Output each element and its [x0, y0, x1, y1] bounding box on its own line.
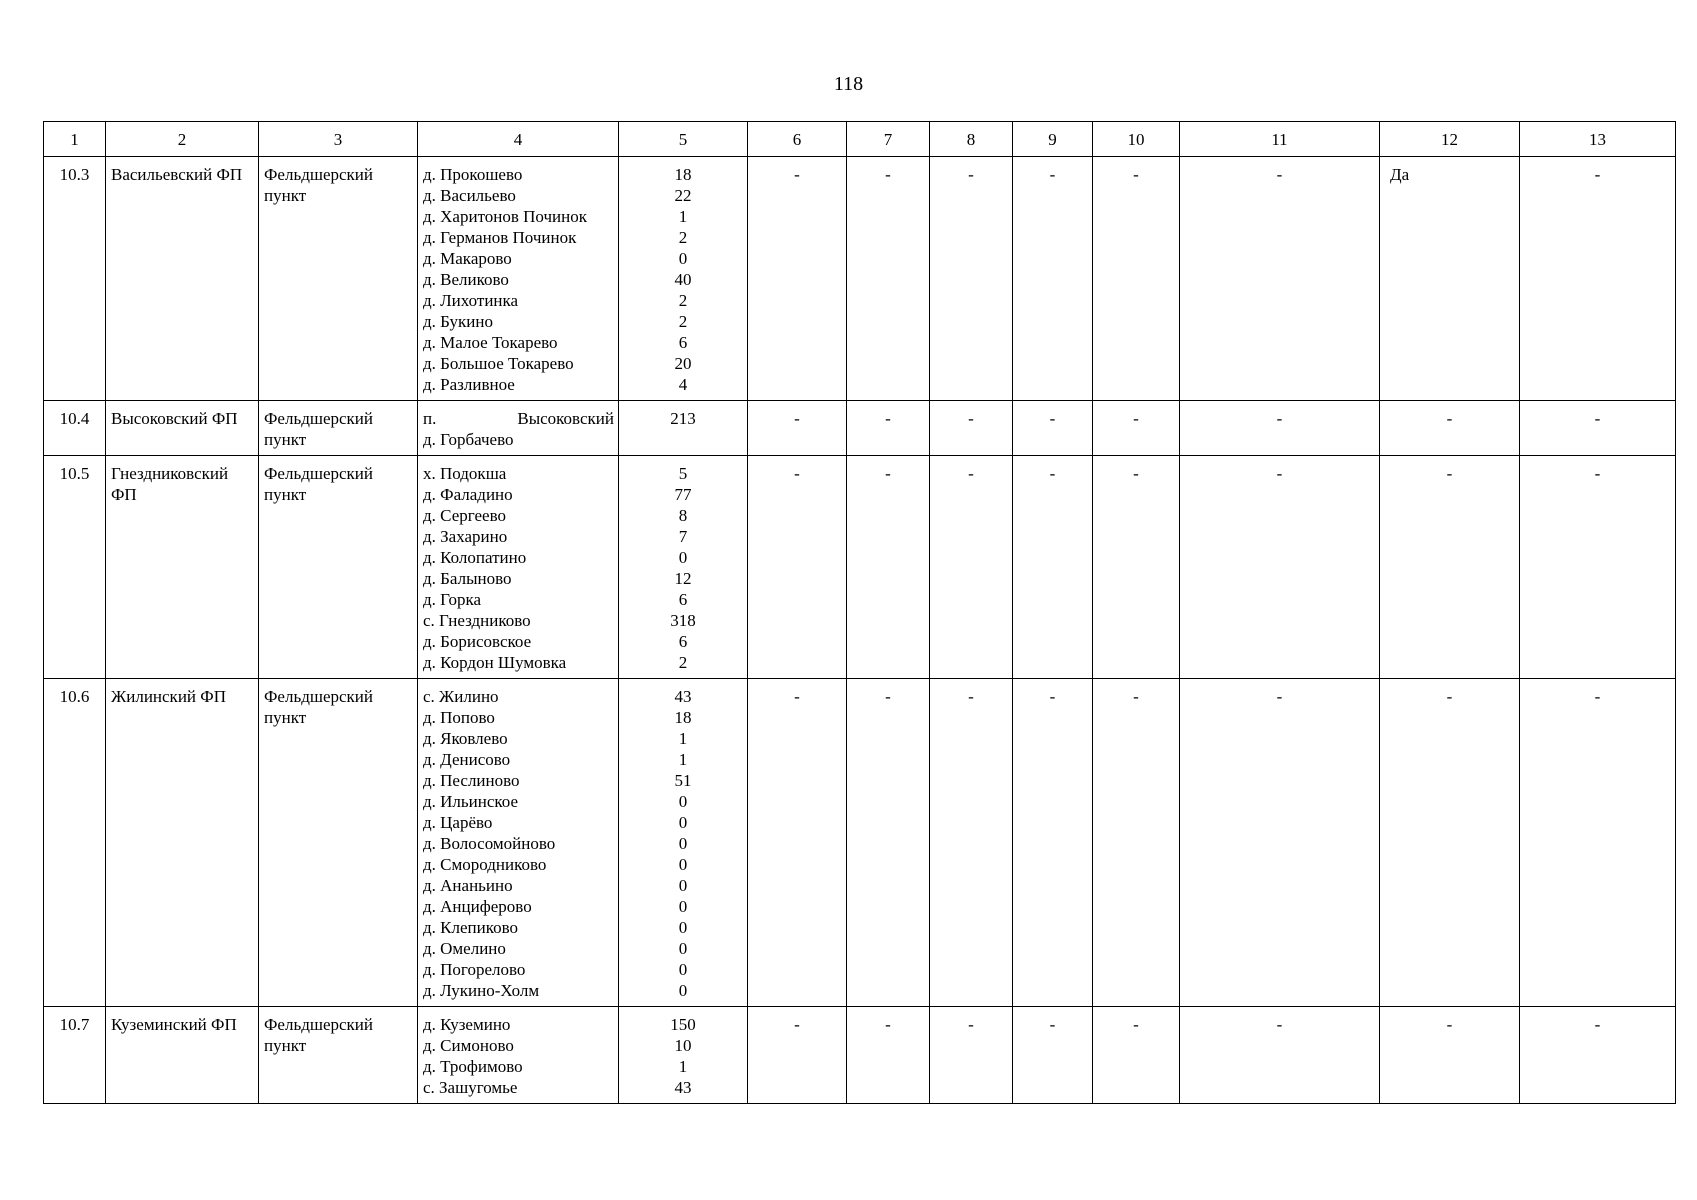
facility-type: Фельдшерский пункт [259, 679, 418, 1007]
facilities-table [43, 121, 1676, 1104]
settlement: д. Анциферово [423, 897, 532, 916]
settlement: д. Прокошево [423, 165, 523, 184]
cell-col13: - [1520, 679, 1676, 1007]
cell-col6: - [748, 1007, 847, 1104]
settlement: д. Яковлево [423, 729, 508, 748]
cell-col11: - [1180, 401, 1380, 456]
population-value: 12 [674, 569, 692, 588]
cell-col8: - [930, 157, 1013, 401]
cell-col9: - [1013, 1007, 1093, 1104]
cell-col11: - [1180, 456, 1380, 679]
column-header: 12 [1380, 122, 1520, 157]
cell-col11: - [1180, 1007, 1380, 1104]
settlement: д. Васильево [423, 186, 516, 205]
table-row [44, 157, 1676, 401]
settlement: д. Ильинское [423, 792, 519, 811]
cell-col8: - [930, 401, 1013, 456]
facility-name: Высоковский ФП [106, 401, 259, 456]
population-value: 0 [678, 855, 688, 874]
population-value: 6 [678, 632, 688, 651]
population-value: 51 [674, 771, 692, 790]
settlement: д. Фаладино [423, 485, 513, 504]
settlement: д. Ананьино [423, 876, 513, 895]
column-header: 5 [619, 122, 748, 157]
population-cell [619, 679, 748, 1007]
cell-col9: - [1013, 456, 1093, 679]
row-number: 10.3 [44, 157, 106, 401]
population-value: 1 [678, 1057, 688, 1076]
population-value: 1 [678, 750, 688, 769]
cell-col12: - [1380, 456, 1520, 679]
cell-col9: - [1013, 679, 1093, 1007]
header-row [44, 122, 1676, 157]
population-value: 0 [678, 813, 688, 832]
cell-col9: - [1013, 157, 1093, 401]
settlement: с. Жилино [423, 687, 499, 706]
column-header: 4 [418, 122, 619, 157]
population-value: 0 [678, 249, 688, 268]
population-value: 0 [678, 548, 688, 567]
settlement: д. Смородниково [423, 855, 547, 874]
settlement: д. Большое Токарево [423, 354, 574, 373]
cell-col12: - [1380, 401, 1520, 456]
settlement: д. Куземино [423, 1015, 511, 1034]
population-value: 77 [674, 485, 692, 504]
population-value: 6 [678, 590, 688, 609]
cell-col10: - [1093, 401, 1180, 456]
settlement: д. Лукино-Холм [423, 981, 540, 1000]
facility-name: Гнездниковский ФП [106, 456, 259, 679]
settlement: х. Подокша [423, 464, 507, 483]
cell-col6: - [748, 679, 847, 1007]
settlement [423, 408, 614, 429]
facility-type: Фельдшерский пункт [259, 401, 418, 456]
page-number: 118 [833, 73, 864, 95]
population-cell [619, 1007, 748, 1104]
population-value: 18 [674, 708, 692, 727]
column-header: 6 [748, 122, 847, 157]
settlement: с. Гнездниково [423, 611, 531, 630]
column-header: 8 [930, 122, 1013, 157]
column-header: 13 [1520, 122, 1676, 157]
cell-col7: - [847, 1007, 930, 1104]
population-value: 0 [678, 939, 688, 958]
row-number: 10.6 [44, 679, 106, 1007]
facility-type: Фельдшерский пункт [259, 157, 418, 401]
settlement: д. Великово [423, 270, 509, 289]
settlement: д. Макарово [423, 249, 512, 268]
row-number: 10.7 [44, 1007, 106, 1104]
settlement: д. Царёво [423, 813, 493, 832]
cell-col12: Да [1380, 157, 1520, 401]
population-value: 5 [678, 464, 688, 483]
column-header: 7 [847, 122, 930, 157]
cell-col8: - [930, 456, 1013, 679]
settlement-word: Высоковский [517, 409, 614, 428]
settlement: д. Горка [423, 590, 482, 609]
cell-col10: - [1093, 1007, 1180, 1104]
settlement: д. Захарино [423, 527, 508, 546]
settlement: д. Волосомойново [423, 834, 556, 853]
cell-col7: - [847, 401, 930, 456]
population-value: 2 [678, 653, 688, 672]
settlement: д. Германов Починок [423, 228, 577, 247]
population-value: 10 [674, 1036, 692, 1055]
facility-name: Васильевский ФП [106, 157, 259, 401]
settlement: д. Лихотинка [423, 291, 519, 310]
population-value: 213 [670, 409, 696, 428]
settlement: д. Погорелово [423, 960, 526, 979]
settlement: д. Горбачево [423, 430, 514, 449]
cell-col11: - [1180, 157, 1380, 401]
settlement: д. Сергеево [423, 506, 506, 525]
cell-col13: - [1520, 1007, 1676, 1104]
population-value: 18 [674, 165, 692, 184]
row-number: 10.4 [44, 401, 106, 456]
settlement: д. Омелино [423, 939, 506, 958]
column-header: 9 [1013, 122, 1093, 157]
population-value: 0 [678, 792, 688, 811]
column-header: 1 [44, 122, 106, 157]
population-value: 4 [678, 375, 688, 394]
cell-col11: - [1180, 679, 1380, 1007]
cell-col7: - [847, 456, 930, 679]
settlement: д. Симоново [423, 1036, 514, 1055]
settlement: д. Попово [423, 708, 495, 727]
settlements-cell [418, 456, 619, 679]
population-value: 7 [678, 527, 688, 546]
population-value: 20 [674, 354, 692, 373]
facility-name: Жилинский ФП [106, 679, 259, 1007]
cell-col12: - [1380, 1007, 1520, 1104]
facility-type: Фельдшерский пункт [259, 456, 418, 679]
table-row [44, 401, 1676, 456]
population-value: 8 [678, 506, 688, 525]
settlement: д. Разливное [423, 375, 515, 394]
facility-name: Куземинский ФП [106, 1007, 259, 1104]
facility-type: Фельдшерский пункт [259, 1007, 418, 1104]
cell-col9: - [1013, 401, 1093, 456]
population-value: 6 [678, 333, 688, 352]
settlement: д. Клепиково [423, 918, 519, 937]
cell-col6: - [748, 401, 847, 456]
settlement: д. Кордон Шумовка [423, 653, 567, 672]
population-value: 1 [678, 207, 688, 226]
settlement: д. Балыново [423, 569, 512, 588]
population-value: 2 [678, 228, 688, 247]
cell-col13: - [1520, 456, 1676, 679]
population-cell [619, 157, 748, 401]
population-value: 0 [678, 918, 688, 937]
settlement: д. Харитонов Починок [423, 207, 587, 226]
settlement: д. Малое Токарево [423, 333, 558, 352]
population-value: 40 [674, 270, 692, 289]
table-row [44, 456, 1676, 679]
population-value: 2 [678, 312, 688, 331]
cell-col10: - [1093, 679, 1180, 1007]
population-value: 1 [678, 729, 688, 748]
cell-col6: - [748, 456, 847, 679]
settlements-cell [418, 1007, 619, 1104]
settlement: д. Песлиново [423, 771, 520, 790]
population-cell [619, 401, 748, 456]
cell-col6: - [748, 157, 847, 401]
population-value: 43 [674, 687, 692, 706]
population-value: 22 [674, 186, 692, 205]
settlement: с. Зашугомье [423, 1078, 518, 1097]
table-row [44, 1007, 1676, 1104]
population-value: 318 [670, 611, 696, 630]
column-header: 3 [259, 122, 418, 157]
settlements-cell [418, 157, 619, 401]
cell-col12: - [1380, 679, 1520, 1007]
population-value: 0 [678, 960, 688, 979]
population-value: 43 [674, 1078, 692, 1097]
settlements-cell [418, 679, 619, 1007]
row-number: 10.5 [44, 456, 106, 679]
column-header: 11 [1180, 122, 1380, 157]
column-header: 10 [1093, 122, 1180, 157]
cell-col8: - [930, 1007, 1013, 1104]
population-value: 0 [678, 834, 688, 853]
cell-col7: - [847, 157, 930, 401]
population-value: 2 [678, 291, 688, 310]
settlement: д. Денисово [423, 750, 511, 769]
table-row [44, 679, 1676, 1007]
settlements-cell [418, 401, 619, 456]
settlement-prefix: п. [423, 409, 437, 428]
population-value: 0 [678, 981, 688, 1000]
cell-col13: - [1520, 157, 1676, 401]
population-value: 0 [678, 897, 688, 916]
cell-col13: - [1520, 401, 1676, 456]
settlement: д. Букино [423, 312, 493, 331]
population-cell [619, 456, 748, 679]
cell-col10: - [1093, 456, 1180, 679]
cell-col10: - [1093, 157, 1180, 401]
population-value: 0 [678, 876, 688, 895]
cell-col7: - [847, 679, 930, 1007]
settlement: д. Трофимово [423, 1057, 523, 1076]
cell-col8: - [930, 679, 1013, 1007]
column-header: 2 [106, 122, 259, 157]
settlement: д. Борисовское [423, 632, 532, 651]
settlement: д. Колопатино [423, 548, 527, 567]
population-value: 150 [670, 1015, 696, 1034]
